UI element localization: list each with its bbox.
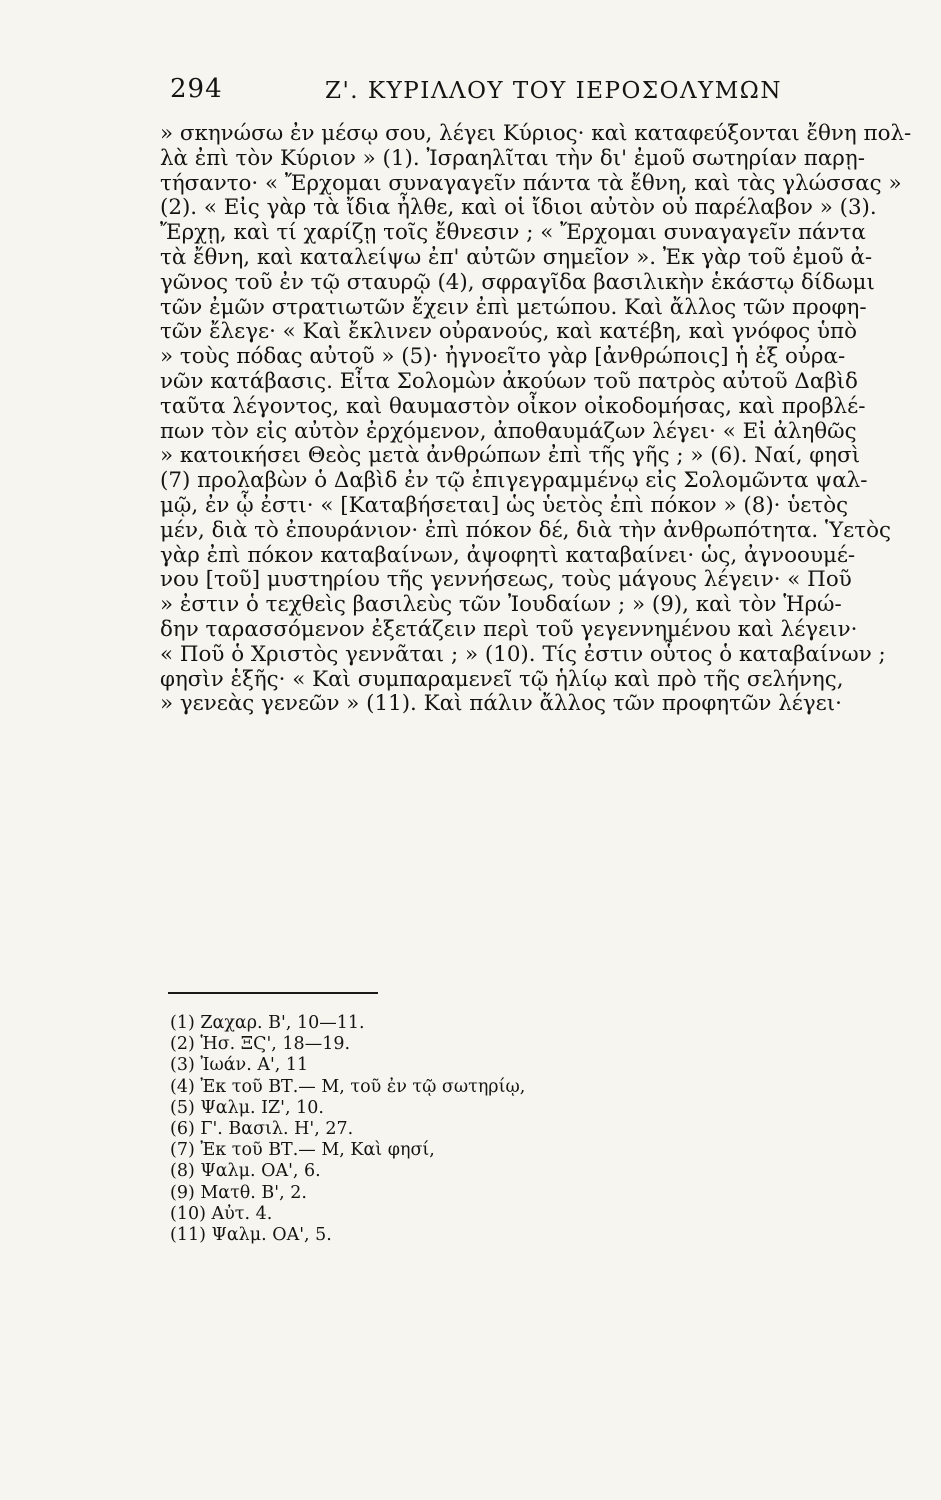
body-line: τὰ ἔθνη, καὶ καταλείψω ἐπ' αὐτῶν σημεῖον ». Ἐκ γὰρ τοῦ ἐμοῦ ἀ- (160, 244, 873, 270)
body-line: μέν, διὰ τὸ ἐπουράνιον· ἐπὶ πόκον δέ, διὰ τὴν ἀνθρωπότητα. Ὑετὸς (160, 517, 891, 543)
footnote: (8) Ψαλμ. ΟΑ', 6. (170, 1161, 321, 1182)
footnotes (170, 1013, 525, 1246)
body-line: μῷ, ἐν ᾧ ἐστι· « [Καταβήσεται] ὡς ὑετὸς ἐπὶ πόκον » (8)· ὑετὸς (160, 492, 849, 518)
body-line: Ἔρχῃ, καὶ τί χαρίζῃ τοῖς ἔθνεσιν ; « Ἔρχομαι συναγαγεῖν πάντα (160, 220, 866, 246)
body-line: πων τὸν εἰς αὐτὸν ἐρχόμενον, ἀποθαυμάζων λέγει· « Εἰ ἀληθῶς (160, 418, 857, 444)
body-line: » κατοικήσει Θεὸς μετὰ ἀνθρώπων ἐπὶ τῆς γῆς ; » (6). Ναί, φησὶ (160, 443, 861, 469)
footnote: (11) Ψαλμ. ΟΑ', 5. (170, 1225, 332, 1246)
body-line: τῶν ἔλεγε· « Καὶ ἔκλινεν οὐρανούς, καὶ κατέβη, καὶ γνόφος ὑπὸ (160, 319, 857, 345)
body-line: γὰρ ἐπὶ πόκον καταβαίνων, ἀψοφητὶ καταβαίνει· ὡς, ἀγνοουμέ- (160, 542, 856, 568)
body-line: (2). « Εἰς γὰρ τὰ ἴδια ἦλθε, καὶ οἱ ἴδιοι αὐτὸν οὐ παρέλαβον » (3). (160, 195, 877, 221)
page-number: 294 (170, 74, 223, 104)
footnote: (6) Γ'. Βασιλ. Η', 27. (170, 1119, 354, 1140)
footnote: (1) Ζαχαρ. Β', 10—11. (170, 1013, 365, 1033)
body-line: γῶνος τοῦ ἐν τῷ σταυρῷ (4), σφραγῖδα βασιλικὴν ἑκάστῳ δίδωμι (160, 269, 875, 295)
body-line: » ἐστιν ὁ τεχθεὶς βασιλεὺς τῶν Ἰουδαίων ; » (9), καὶ τὸν Ἡρώ- (160, 592, 842, 618)
body-line: » γενεὰς γενεῶν » (11). Καὶ πάλιν ἄλλος τῶν προφητῶν λέγει· (160, 691, 842, 717)
body-line: « Ποῦ ὁ Χριστὸς γεννᾶται ; » (10). Τίς ἐστιν οὗτος ὁ καταβαίνων ; (160, 641, 886, 667)
footnote: (4) Ἐκ τοῦ ΒΤ.— Μ, τοῦ ἐν τῷ σωτηρίῳ, (170, 1076, 526, 1097)
body-line: » σκηνώσω ἐν μέσῳ σου, λέγει Κύριος· καὶ καταφεύξονται ἔθνη πολ- (160, 121, 912, 146)
body-line: τῶν ἐμῶν στρατιωτῶν ἔχειν ἐπὶ μετώπου. Καὶ ἄλλος τῶν προφη- (160, 294, 867, 320)
body-line: τήσαντο· « Ἔρχομαι συναγαγεῖν πάντα τὰ ἔθνη, καὶ τὰς γλώσσας » (160, 170, 902, 196)
footnote-rule (168, 992, 378, 994)
body-line: νου [τοῦ] μυστηρίου τῆς γεννήσεως, τοὺς μάγους λέγειν· « Ποῦ (160, 567, 852, 593)
footnote: (2) Ἡσ. ΞϚ', 18—19. (170, 1034, 351, 1055)
body-text (160, 121, 912, 717)
body-line: φησὶν ἑξῆς· « Καὶ συμπαραμενεῖ τῷ ἡλίῳ καὶ πρὸ τῆς σελήνης, (160, 666, 844, 692)
body-line: (7) προλαβὼν ὁ Δαβὶδ ἐν τῷ ἐπιγεγραμμένῳ εἰς Σολομῶντα ψαλ- (160, 468, 868, 494)
running-head: Ζ'. ΚΥΡΙΛΛΟΥ ΤΟΥ ΙΕΡΟΣΟΛΥΜΩΝ (325, 78, 782, 104)
footnote: (7) Ἐκ τοῦ ΒΤ.— Μ, Καὶ φησί, (170, 1140, 435, 1161)
footnote: (5) Ψαλμ. ΙΖ', 10. (170, 1097, 324, 1118)
body-line: λὰ ἐπὶ τὸν Κύριον » (1). Ἰσραηλῖται τὴν δι' ἐμοῦ σωτηρίαν παρῃ- (160, 145, 865, 171)
body-line: δην ταρασσόμενον ἐξετάζειν περὶ τοῦ γεγεννημένου καὶ λέγειν· (160, 616, 858, 642)
footnote: (3) Ἰωάν. Α', 11 (170, 1055, 309, 1076)
footnote: (9) Ματθ. Β', 2. (170, 1182, 307, 1203)
footnote: (10) Αὐτ. 4. (170, 1203, 273, 1224)
body-line: νῶν κατάβασις. Εἶτα Σολομὼν ἀκούων τοῦ πατρὸς αὐτοῦ Δαβὶδ (160, 368, 858, 394)
body-line: ταῦτα λέγοντος, καὶ θαυμαστὸν οἶκον οἰκοδομήσας, καὶ προβλέ- (160, 393, 866, 419)
body-line: » τοὺς πόδας αὐτοῦ » (5)· ἠγνοεῖτο γὰρ [ἀνθρώποις] ἡ ἐξ οὐρα- (160, 344, 846, 370)
